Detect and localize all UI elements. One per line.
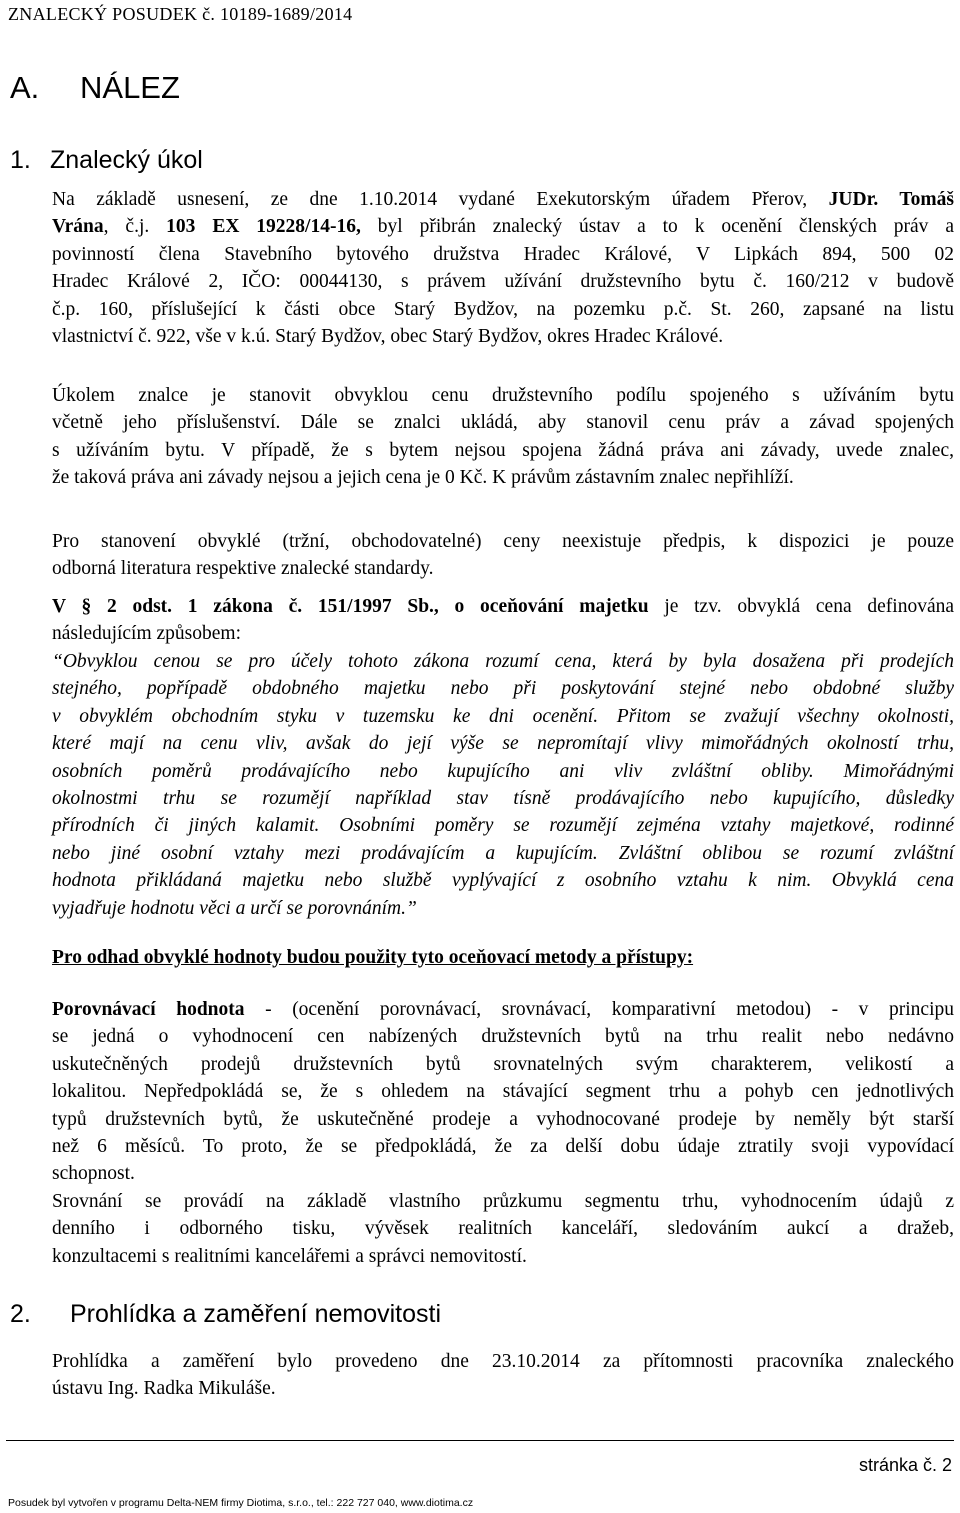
text-line: že taková práva ani závady nejsou a jejich cena je 0 Kč. K právům zástavním znalec nepřihlíží. [52,467,794,489]
quote-line: “Obvyklou cenou se pro účely tohoto zákona rozumí cena, která by byla dosažena při prodejích [52,651,954,672]
text-line: ústavu Ing. Radka Mikuláše. [52,1378,276,1400]
paragraph-comparative-value [52,996,954,1270]
footer-note: Posudek byl vytvořen v programu Delta-NEM firmy Diotima, s.r.o., tel.: 222 727 040, www.diotima.cz [8,1497,474,1509]
quote-line: nebo jiné osobní vztahy mezi prodávajícím a kupujícím. Zvláštní oblibou se rozumí zvláštní [52,842,954,864]
section-heading-a [10,70,180,106]
paragraph-task [52,382,954,492]
text-line: následujícím způsobem: [52,623,242,645]
quote-line: v obvyklém obchodním styku v tuzemsku ke dni ocenění. Přitom se zvažují všechny okolnosti, [52,705,954,727]
quote-line: hodnota přikládaná majetku nebo službě vyplývající z osobního vztahu k nim. Obvyklá cena [52,870,954,892]
text: je tzv. obvyklá cena definována [648,596,955,617]
heading-task [10,146,203,175]
bold-text: JUDr. Tomáš [828,189,954,210]
paragraph-inspection [52,1348,954,1403]
paragraph-law [52,593,954,648]
text-line: denního i odborného tisku, vývěsek realitních kanceláří, sledováním aukcí a dražeb, [52,1218,954,1240]
heading-title: Prohlídka a zaměření nemovitosti [70,1300,442,1328]
page-number: stránka č. 2 [858,1455,952,1475]
text-line: typů družstevních bytů, že uskutečněné prodeje a vyhodnocované prodeje by neměly být starší [52,1108,954,1130]
quote-line: okolnostmi trhu se rozumějí například stav tísně prodávajícího nebo kupujícího, důsledky [52,788,954,810]
text-line: Srovnání se provádí na základě vlastního průzkumu segmentu trhu, vyhodnocením údajů z [52,1190,954,1212]
text-line: č.p. 160, příslušející k části obce Starý Bydžov, na pozemku p.č. St. 260, zapsané na listu [52,298,954,320]
section-number: A. [10,70,40,105]
heading-number: 2. [10,1300,31,1328]
quote-line: které mají na cenu vliv, avšak do její výše se nepromítají vlivy mimořádných okolností trhu, [52,733,954,755]
paragraph-resolution [52,186,954,350]
text-line: se jedná o vyhodnocení cen nabízených družstevních bytů na trhu realit nebo nedávno [52,1026,954,1048]
bold-text: Vrána [52,216,104,238]
methods-heading [52,944,954,971]
text-line: schopnost. [52,1163,135,1185]
text-line: včetně jeho příslušenství. Dále se znalci ukládá, aby stanovil cenu práv a závad spojených [52,412,954,434]
quote-line: stejného, popřípadě obdobného majetku nebo při poskytování stejné nebo obdobné služby [52,678,954,700]
text-line: než 6 měsíců. To proto, že se předpokládá, že za delší dobu údaje ztratily svoji vypovídací [52,1136,954,1158]
text-line: vlastnictví č. 922, vše v k.ú. Starý Bydžov, obec Starý Bydžov, okres Hradec Králové. [52,326,724,348]
text-line: s užíváním bytu. V případě, že s bytem nejsou spojena žádná práva ani závady, uvede znalec, [52,439,954,461]
heading-inspection [10,1300,441,1329]
footer-divider [6,1440,954,1441]
text-line: odborná literatura respektive znalecké standardy. [52,558,434,580]
bold-text: Porovnávací hodnota [52,999,245,1020]
section-title: NÁLEZ [80,70,180,105]
heading-title: Znalecký úkol [50,146,203,174]
text: - (ocenění porovnávací, srovnávací, komparativní metodou) - v principu [244,999,954,1020]
text-line: uskutečněných prodejů družstevních bytů srovnatelných svým charakterem, velikostí a [52,1053,954,1075]
bold-text: V § 2 odst. 1 zákona č. 151/1997 Sb., o oceňování majetku [52,596,649,617]
paragraph-standards [52,528,954,583]
text-line: lokalitou. Nepředpokládá se, že s ohledem na stávající segment trhu a pohyb cen jednotlivých [52,1081,954,1103]
bold-text: 103 EX 19228/14-16, [166,216,361,238]
running-header: ZNALECKÝ POSUDEK č. 10189-1689/2014 [8,4,353,24]
quote-line: přírodních či jiných kalamit. Osobními poměry se rozumějí zejména vztahy majetkové, rodinné [52,815,954,837]
text-line: Hradec Králové 2, IČO: 00044130, s právem užívání družstevního bytu č. 160/212 v budově [52,271,954,293]
text-line: Pro stanovení obvyklé (tržní, obchodovatelné) ceny neexistuje předpis, k dispozici je pouze [52,531,954,552]
quote-line: osobních poměrů prodávajícího nebo kupujícího ani vliv zvláštní obliby. Mimořádnými [52,760,954,782]
text-line: Prohlídka a zaměření bylo provedeno dne 23.10.2014 za přítomnosti pracovníka znaleckého [52,1351,954,1372]
text-line: povinností člena Stavebního bytového družstva Hradec Králové, V Lipkách 894, 500 02 [52,243,954,265]
heading-number: 1. [10,146,31,174]
text: Na základě usnesení, ze dne 1.10.2014 vydané Exekutorským úřadem Přerov, [52,189,829,210]
underlined-heading: Pro odhad obvyklé hodnoty budou použity tyto oceňovací metody a přístupy: [52,947,694,968]
text-line: Úkolem znalce je stanovit obvyklou cenu družstevního podílu spojeného s užíváním bytu [52,385,954,406]
text: , č.j. [103,216,167,238]
quote-line: vyjadřuje hodnotu věci a určí se porovnáním.” [52,897,417,919]
quote-definition [52,648,954,922]
text: byl přibrán znalecký ústav a to k ocenění členských práv a [360,216,954,238]
text-line: konzultacemi s realitními kancelářemi a správci nemovitostí. [52,1245,527,1267]
